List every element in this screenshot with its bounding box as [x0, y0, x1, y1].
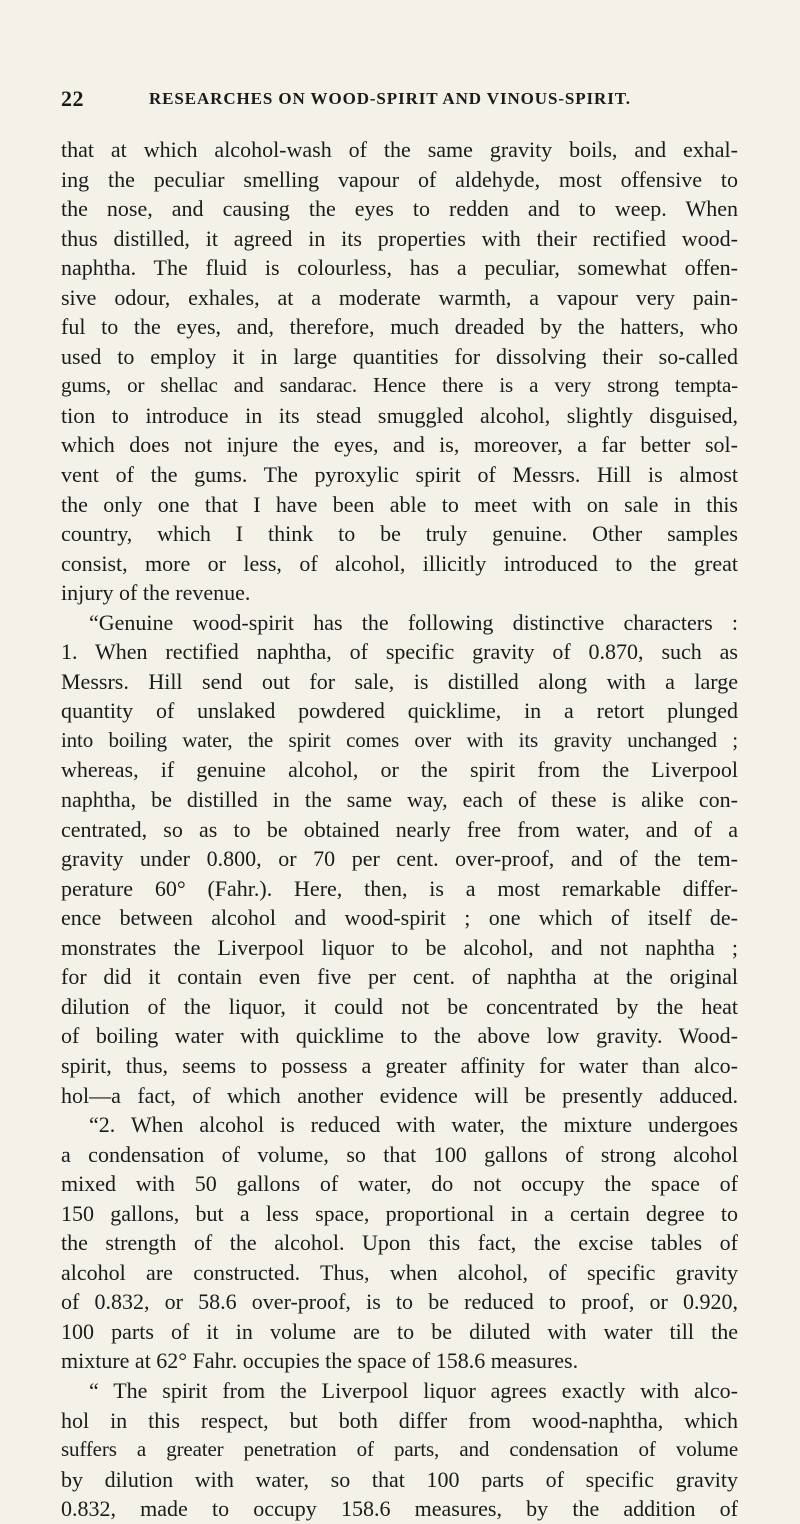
text-line: whereas, if genuine alcohol, or the spirit from the Liverpool: [61, 757, 738, 783]
text-line: that at which alcohol-wash of the same gravity boils, and exhal-: [61, 137, 738, 162]
paragraph-end-line: injury of the revenue.: [61, 580, 251, 606]
text-line: for did it contain even five per cent. of naphtha at the original: [61, 964, 738, 990]
text-line: naphtha. The fluid is colourless, has a peculiar, somewhat offen-: [61, 255, 738, 281]
text-line: vent of the gums. The pyroxylic spirit of Messrs. Hill is almost: [61, 462, 738, 488]
text-line: spirit, thus, seems to possess a greater affinity for water than alco-: [61, 1052, 738, 1078]
text-line: consist, more or less, of alcohol, illicitly introduced to the great: [61, 550, 738, 576]
text-line: suffers a greater penetration of parts, and condensation of volume: [61, 1437, 738, 1462]
text-line: “Genuine wood-spirit has the following distinctive characters :: [89, 609, 738, 635]
text-line: hol—a fact, of which another evidence will be presently adduced.: [61, 1082, 738, 1108]
text-line: the only one that I have been able to meet with on sale in this: [61, 491, 738, 517]
text-line: perature 60° (Fahr.). Here, then, is a most remarkable differ-: [61, 875, 738, 901]
text-line: “ The spirit from the Liverpool liquor agrees exactly with alco-: [89, 1377, 738, 1403]
text-line: naphtha, be distilled in the same way, each of these is alike con-: [61, 787, 738, 813]
text-line: mixed with 50 gallons of water, do not occupy the space of: [61, 1171, 738, 1197]
text-line: 150 gallons, but a less space, proportional in a certain degree to: [61, 1200, 738, 1226]
text-line: ing the peculiar smelling vapour of aldehyde, most offensive to: [61, 166, 738, 192]
text-line: ence between alcohol and wood-spirit ; one which of itself de-: [61, 905, 738, 931]
text-line: “2. When alcohol is reduced with water, the mixture undergoes: [89, 1112, 738, 1138]
text-line: dilution of the liquor, it could not be concentrated by the heat: [61, 993, 738, 1019]
running-title: RESEARCHES ON WOOD-SPIRIT AND VINOUS-SPIRIT.: [149, 89, 631, 108]
text-line: the nose, and causing the eyes to redden and to weep. When: [61, 196, 738, 222]
body-text: [61, 135, 738, 1524]
page-number: 22: [61, 86, 84, 111]
text-line: into boiling water, the spirit comes over with its gravity unchanged ;: [61, 727, 738, 752]
text-line: thus distilled, it agreed in its properties with their rectified wood-: [61, 225, 738, 251]
text-line: by dilution with water, so that 100 parts of specific gravity: [61, 1466, 738, 1492]
text-line: used to employ it in large quantities for dissolving their so-called: [61, 343, 738, 369]
text-line: gums, or shellac and sandarac. Hence there is a very strong tempta-: [61, 373, 738, 398]
text-line: which does not injure the eyes, and is, moreover, a far better sol-: [61, 432, 738, 458]
text-line: monstrates the Liverpool liquor to be alcohol, and not naphtha ;: [61, 934, 738, 960]
page-header: [61, 86, 741, 116]
text-line: gravity under 0.800, or 70 per cent. over-proof, and of the tem-: [61, 846, 738, 872]
text-line: centrated, so as to be obtained nearly free from water, and of a: [61, 816, 738, 842]
text-line: sive odour, exhales, at a moderate warmth, a vapour very pain-: [61, 284, 738, 310]
text-line: 1. When rectified naphtha, of specific gravity of 0.870, such as: [61, 639, 738, 665]
text-line: 0.832, made to occupy 158.6 measures, by the addition of: [61, 1496, 738, 1522]
text-line: hol in this respect, but both differ from wood-naphtha, which: [61, 1407, 738, 1433]
text-line: ful to the eyes, and, therefore, much dreaded by the hatters, who: [61, 314, 738, 340]
text-line: of boiling water with quicklime to the above low gravity. Wood-: [61, 1023, 738, 1049]
text-line: quantity of unslaked powdered quicklime, in a retort plunged: [61, 698, 738, 724]
text-line: 100 parts of it in volume are to be diluted with water till the: [61, 1318, 738, 1344]
text-line: a condensation of volume, so that 100 gallons of strong alcohol: [61, 1141, 738, 1167]
text-line: Messrs. Hill send out for sale, is distilled along with a large: [61, 668, 738, 694]
text-line: alcohol are constructed. Thus, when alcohol, of specific gravity: [61, 1259, 738, 1285]
text-line: the strength of the alcohol. Upon this fact, the excise tables of: [61, 1230, 738, 1256]
text-line: tion to introduce in its stead smuggled alcohol, slightly disguised,: [61, 402, 738, 428]
text-line: of 0.832, or 58.6 over-proof, is to be reduced to proof, or 0.920,: [61, 1289, 738, 1315]
paragraph-end-line: mixture at 62° Fahr. occupies the space of 158.6 measures.: [61, 1348, 579, 1374]
text-line: country, which I think to be truly genuine. Other samples: [61, 521, 738, 547]
